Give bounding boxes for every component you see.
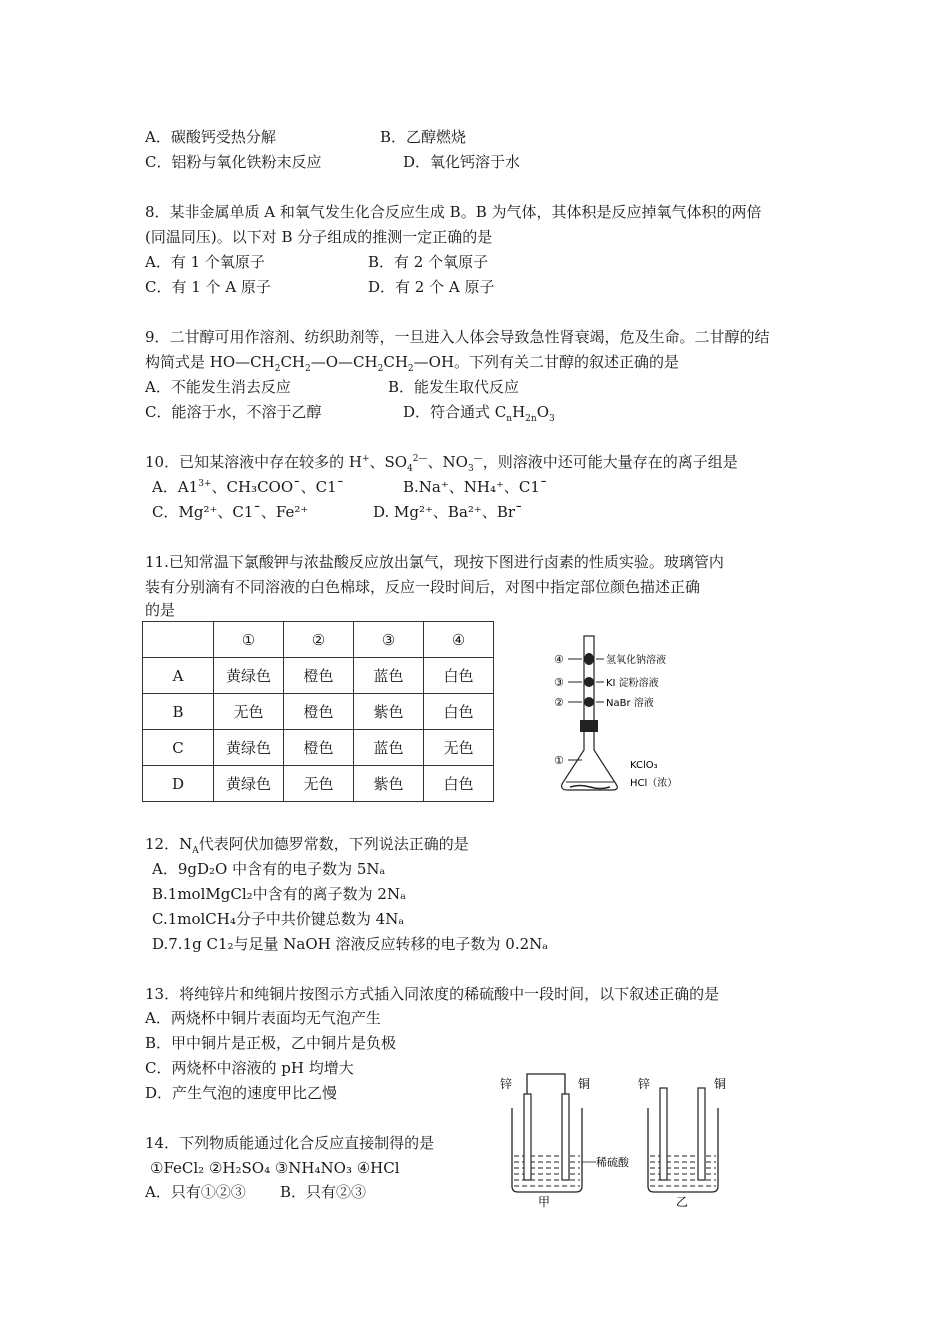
beaker-yi xyxy=(648,1108,718,1192)
table-cell: D xyxy=(143,766,214,802)
q13-option-a: A．两烧杯中铜片表面均无气泡产生 xyxy=(145,1009,381,1027)
fig-label-1: ① xyxy=(554,754,564,767)
q8-option-a: A．有 1 个氧原子 xyxy=(145,253,265,271)
fig-label-4: ④ xyxy=(554,653,564,666)
stopper xyxy=(580,720,598,732)
q11-answer-table xyxy=(142,621,494,802)
q11-stem-line1: 11.已知常温下氯酸钾与浓盐酸反应放出氯气，现按下图进行卤素的性质实验。玻璃管内 xyxy=(145,553,724,571)
table-header-cell: ③ xyxy=(354,622,424,658)
q10-option-a: A．$A1^{3+}$、CH₃COO¯、C1¯ xyxy=(152,478,345,496)
q12-stem: 12．$N_A$代表阿伏加德罗常数，下列说法正确的是 xyxy=(145,835,469,856)
table-header-row xyxy=(143,622,494,658)
q13-stem: 13．将纯锌片和纯铜片按图示方式插入同浓度的稀硫酸中一段时间，以下叙述正确的是 xyxy=(145,985,720,1003)
fig-label-zn-jia: 锌 xyxy=(500,1077,513,1091)
table-cell: C xyxy=(143,730,214,766)
fig-label-hcl: HCl（浓） xyxy=(630,778,678,789)
table-header-cell: ④ xyxy=(424,622,494,658)
conical-flask xyxy=(562,732,618,790)
table-cell: 无色 xyxy=(424,730,494,766)
table-row xyxy=(143,658,494,694)
fig-label-cu-yi: 铜 xyxy=(714,1077,727,1091)
q11-stem-line3: 的是 xyxy=(145,601,176,619)
table-row xyxy=(143,694,494,730)
q13-beakers-figure xyxy=(492,1068,742,1210)
q12-option-d: D.7.1g C1₂与足量 NaOH 溶液反应转移的电子数为 0.2Nₐ xyxy=(152,935,549,953)
fig-label-kclo3: KClO₃ xyxy=(630,760,658,771)
q10-option-c: C．Mg²⁺、C1¯、Fe²⁺ xyxy=(152,503,309,521)
fig-label-zn-yi: 锌 xyxy=(638,1077,651,1091)
table-row xyxy=(143,766,494,802)
fig-label-2: ② xyxy=(554,696,564,709)
table-row xyxy=(143,730,494,766)
q9-stem-line2: 构简式是 $HO—CH_2CH_2—O—CH_2CH_2—OH$。下列有关二甘醇的叙述正确的是 xyxy=(145,353,680,374)
fig-label-yi: 乙 xyxy=(676,1195,689,1209)
q7-option-b: B．乙醇燃烧 xyxy=(380,128,467,146)
table-header-cell xyxy=(143,622,214,658)
q14-items: ①FeCl₂ ②H₂SO₄ ③NH₄NO₃ ④HCl xyxy=(150,1159,400,1177)
table-cell: 白色 xyxy=(424,694,494,730)
table-cell: 黄绿色 xyxy=(214,766,284,802)
table-cell: A xyxy=(143,658,214,694)
q13-option-c: C．两烧杯中溶液的 pH 均增大 xyxy=(145,1059,354,1077)
table-cell: 黄绿色 xyxy=(214,730,284,766)
fig-label-cu-jia: 铜 xyxy=(578,1077,591,1091)
q7-option-a: A．碳酸钙受热分解 xyxy=(145,128,276,146)
q8-option-d: D．有 2 个 A 原子 xyxy=(368,278,495,296)
table-cell: 蓝色 xyxy=(354,730,424,766)
copper-plate-yi xyxy=(698,1088,705,1180)
q9-option-c: C．能溶于水，不溶于乙醇 xyxy=(145,403,322,421)
q12-option-c: C.1molCH₄分子中共价键总数为 4Nₐ xyxy=(152,910,405,928)
q10-option-d: D. Mg²⁺、Ba²⁺、Br¯ xyxy=(373,503,523,521)
table-cell: B xyxy=(143,694,214,730)
table-cell: 紫色 xyxy=(354,694,424,730)
beaker-jia xyxy=(512,1108,582,1192)
q13-option-d: D．产生气泡的速度甲比乙慢 xyxy=(145,1084,338,1102)
q10-option-b: B.Na⁺、NH₄⁺、C1¯ xyxy=(403,478,548,496)
table-cell: 黄绿色 xyxy=(214,658,284,694)
table-header-cell: ① xyxy=(214,622,284,658)
q9-option-d: D．符合通式 $C_nH_{2n}O_3$ xyxy=(403,403,555,424)
table-cell: 橙色 xyxy=(284,694,354,730)
q9-option-b: B．能发生取代反应 xyxy=(388,378,520,396)
q14-option-b: B．只有②③ xyxy=(280,1183,367,1201)
q9-stem-line1: 9．二甘醇可用作溶剂、纺织助剂等，一旦进入人体会导致急性肾衰竭，危及生命。二甘醇的结 xyxy=(145,328,770,346)
q11-stem-line2: 装有分别滴有不同溶液的白色棉球，反应一段时间后，对图中指定部位颜色描述正确 xyxy=(145,578,701,596)
fig-label-nabr: NaBr 溶液 xyxy=(606,698,654,709)
q13-option-b: B．甲中铜片是正极，乙中铜片是负极 xyxy=(145,1034,397,1052)
q8-option-c: C．有 1 个 A 原子 xyxy=(145,278,271,296)
q14-stem: 14．下列物质能通过化合反应直接制得的是 xyxy=(145,1134,435,1152)
q10-stem: 10．已知某溶液中存在较多的 H+、$SO_4^{2—}$、$NO_3^—$，则溶液中还可能大量存在的离子组是 xyxy=(145,453,738,474)
table-cell: 白色 xyxy=(424,766,494,802)
q8-stem-line2: (同温同压)。以下对 B 分子组成的推测一定正确的是 xyxy=(145,228,493,246)
q12-option-b: B.1molMgCl₂中含有的离子数为 2Nₐ xyxy=(152,885,406,903)
table-cell: 无色 xyxy=(284,766,354,802)
table-cell: 橙色 xyxy=(284,730,354,766)
fig-label-3: ③ xyxy=(554,676,564,689)
fig-label-jia: 甲 xyxy=(538,1195,551,1209)
copper-plate-jia xyxy=(562,1094,569,1180)
fig-label-naoh: 氢氧化钠溶液 xyxy=(606,655,666,666)
table-cell: 橙色 xyxy=(284,658,354,694)
liquid-wave xyxy=(570,786,610,789)
table-cell: 紫色 xyxy=(354,766,424,802)
zinc-plate-jia xyxy=(524,1094,531,1180)
fig-label-acid: 稀硫酸 xyxy=(596,1156,629,1169)
zinc-plate-yi xyxy=(660,1088,667,1180)
q8-stem-line1: 8．某非金属单质 A 和氧气发生化合反应生成 B。B 为气体，其体积是反应掉氧气体积的两倍 xyxy=(145,203,762,221)
wire-jia xyxy=(527,1074,565,1094)
table-cell: 蓝色 xyxy=(354,658,424,694)
q14-option-a: A．只有①②③ xyxy=(145,1183,246,1201)
q12-option-a: A．9gD₂O 中含有的电子数为 5Nₐ xyxy=(152,860,386,878)
q8-option-b: B．有 2 个氧原子 xyxy=(368,253,489,271)
fig-label-ki: KI 淀粉溶液 xyxy=(606,678,659,689)
cotton-ball-2 xyxy=(584,697,594,707)
q11-apparatus-figure xyxy=(540,632,730,804)
q7-option-c: C．铝粉与氧化铁粉末反应 xyxy=(145,153,322,171)
table-cell: 白色 xyxy=(424,658,494,694)
q9-option-a: A．不能发生消去反应 xyxy=(145,378,291,396)
table-header-cell: ② xyxy=(284,622,354,658)
cotton-ball-3 xyxy=(584,677,594,687)
table-cell: 无色 xyxy=(214,694,284,730)
q7-option-d: D．氧化钙溶于水 xyxy=(403,153,521,171)
cotton-ball-4 xyxy=(584,653,594,665)
